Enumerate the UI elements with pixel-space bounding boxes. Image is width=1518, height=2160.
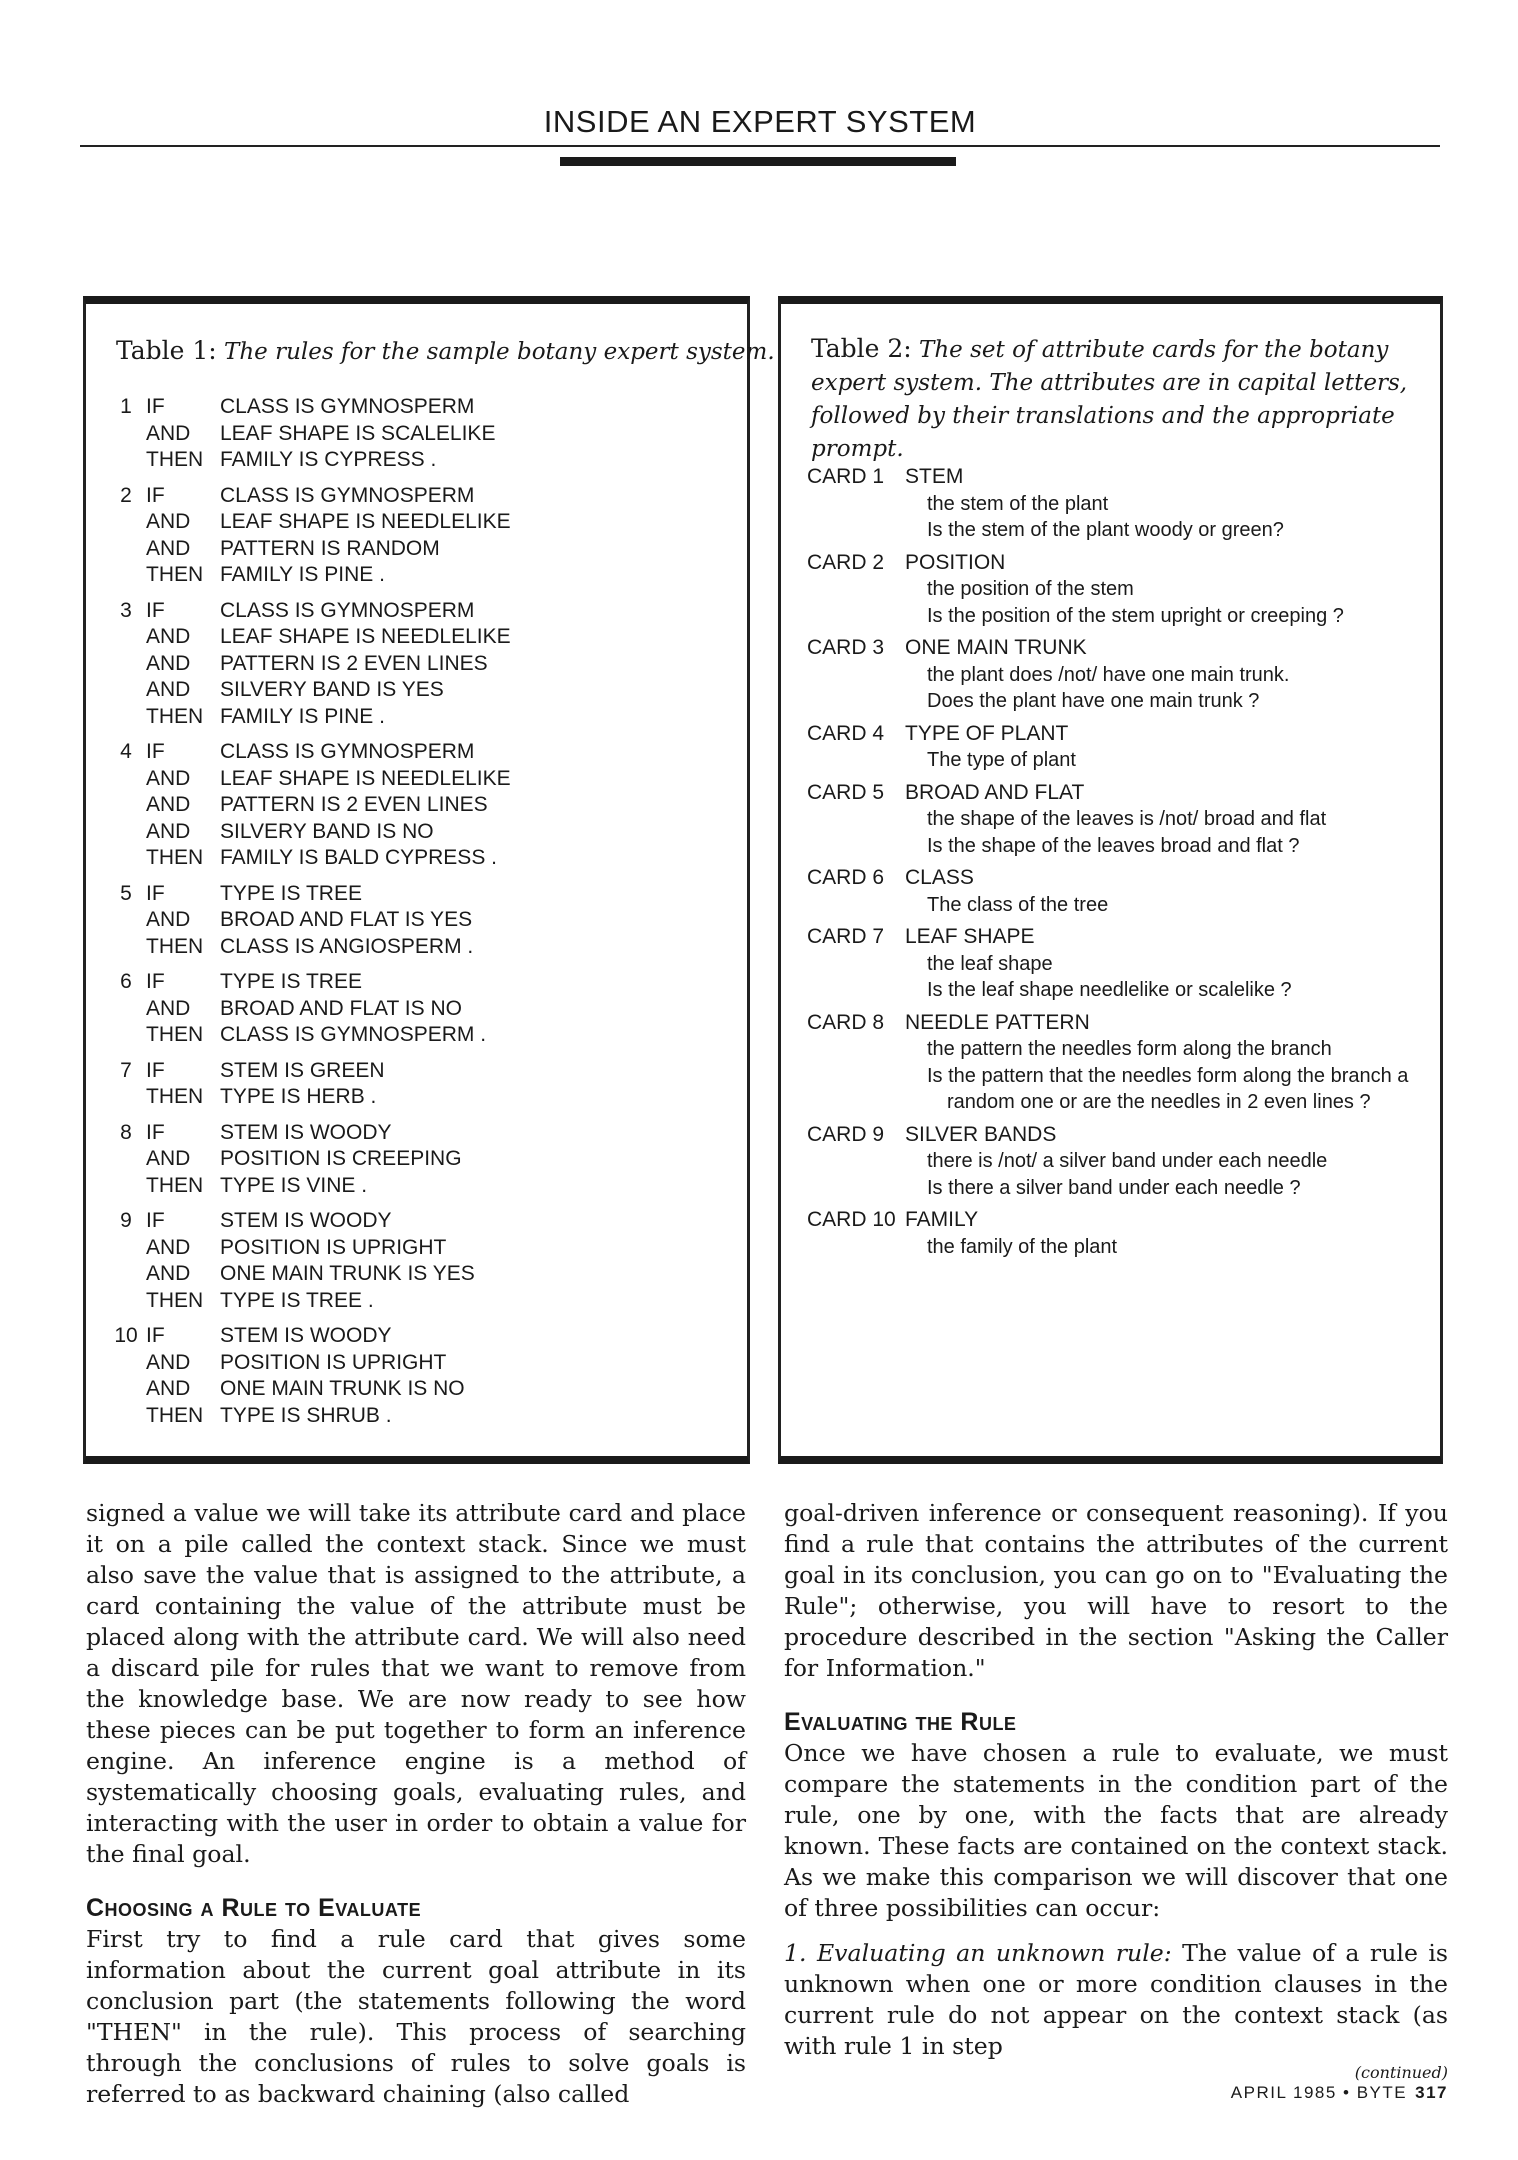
- rule-line: [106, 536, 726, 563]
- rule-keyword: AND: [146, 1147, 191, 1170]
- rule-line: [106, 766, 726, 793]
- rule-line: [106, 394, 726, 421]
- rule-line: [106, 969, 726, 996]
- rule: [106, 598, 726, 731]
- rule-line: [106, 1350, 726, 1377]
- rule-line: [106, 739, 726, 766]
- rule-line: [106, 1208, 726, 1235]
- rule-keyword: THEN: [146, 1288, 204, 1312]
- rule-number: 4: [120, 740, 132, 763]
- card-id: CARD 10: [807, 1208, 896, 1231]
- rule-clause: CLASS IS ANGIOSPERM .: [220, 934, 474, 958]
- rule-line: [106, 447, 726, 474]
- card-head: [807, 780, 1427, 807]
- card-translation: the family of the plant: [927, 1235, 1118, 1258]
- rule: [106, 1120, 726, 1200]
- rule-keyword: IF: [146, 970, 165, 993]
- attribute-card: [807, 924, 1427, 1004]
- card-head: [807, 550, 1427, 577]
- rule-keyword: IF: [146, 1058, 165, 1082]
- rule: [106, 394, 726, 474]
- rule-clause: FAMILY IS BALD CYPRESS .: [220, 846, 497, 869]
- attribute-card: [807, 780, 1427, 860]
- paragraph: signed a value we will take its attribute card and place it on a pile called the context stack. Since we must also save the value that is assigned to the attribute, a card containing the value of the attribute must be placed along with the attribute card. We will also need a discard pile for rules that we want to remove from the knowledge base. We are now ready to see how these pieces can be put together to form an inference engine. An inference engine is a method of systematically choosing goals, evaluating rules, and interacting with the user in order to obtain a value for the final goal.: [86, 1499, 746, 1868]
- rule-line: [106, 1376, 726, 1403]
- rule-keyword: AND: [146, 651, 191, 675]
- rule-clause: STEM IS GREEN: [220, 1058, 385, 1082]
- paragraph: [784, 1938, 1448, 2062]
- rule-keyword: THEN: [146, 1085, 204, 1108]
- rule-clause: LEAF SHAPE IS NEEDLELIKE: [220, 625, 511, 648]
- header-rule: [80, 145, 1440, 147]
- rule-keyword: AND: [146, 1350, 191, 1374]
- attribute-card: [807, 550, 1427, 630]
- rule-keyword: THEN: [146, 1403, 204, 1427]
- section-heading: Evaluating the Rule: [784, 1708, 1017, 1736]
- rule-line: [106, 934, 726, 961]
- rule-clause: SILVERY BAND IS NO: [220, 819, 434, 843]
- rule: [106, 1208, 726, 1314]
- rule-keyword: THEN: [146, 448, 204, 471]
- card-attribute: CLASS: [905, 866, 974, 889]
- rule-clause: CLASS IS GYMNOSPERM .: [220, 1023, 487, 1046]
- section-heading: Choosing a Rule to Evaluate: [86, 1894, 422, 1922]
- attribute-card: [807, 1207, 1427, 1260]
- page-number: 317: [1415, 2083, 1448, 2102]
- rule-keyword: AND: [146, 1262, 191, 1285]
- rule-keyword: IF: [146, 1324, 165, 1347]
- rule-clause: TYPE IS SHRUB .: [220, 1403, 392, 1427]
- rule-number: 5: [120, 881, 132, 905]
- table2-caption-text: The set of attribute cards for the botany expert system. The attributes are in capital letters, followed by their translations and the appropriate prompt.: [811, 337, 1408, 462]
- card-id: CARD 1: [807, 465, 885, 488]
- rule-line: [106, 509, 726, 536]
- rule-line: [106, 1235, 726, 1262]
- card-id: CARD 4: [807, 721, 885, 745]
- rule-line: [106, 1403, 726, 1430]
- card-attribute: SILVER BANDS: [905, 1122, 1057, 1146]
- table1-panel: [83, 296, 775, 1464]
- card-prompt: Is the shape of the leaves broad and flat ?: [927, 834, 1300, 857]
- rule-line: [106, 1323, 726, 1350]
- rule-clause: PATTERN IS 2 EVEN LINES: [220, 793, 488, 816]
- rule-line: [106, 792, 726, 819]
- table1-caption: [116, 334, 775, 369]
- card-translation: the position of the stem: [927, 578, 1134, 600]
- rule-clause: LEAF SHAPE IS NEEDLELIKE: [220, 510, 511, 533]
- rule-line: [106, 677, 726, 704]
- rule-keyword: IF: [146, 881, 165, 905]
- rule-keyword: THEN: [146, 934, 204, 958]
- rule-line: [106, 598, 726, 625]
- page-header: INSIDE AN EXPERT SYSTEM: [543, 104, 977, 139]
- rule-clause: STEM IS WOODY: [220, 1324, 392, 1347]
- rule-number: 3: [120, 598, 132, 622]
- card-translation: there is /not/ a silver band under each needle: [927, 1150, 1328, 1172]
- continued-note: (continued): [1354, 2063, 1448, 2082]
- rule-line: [106, 907, 726, 934]
- rule-line: [106, 624, 726, 651]
- rule-line: [106, 704, 726, 731]
- rule: [106, 969, 726, 1049]
- page-footer: [1231, 2083, 1448, 2103]
- footer-date: APRIL 1985 • BYTE: [1230, 2083, 1408, 2102]
- rule-keyword: THEN: [146, 563, 204, 586]
- rule-number: 2: [120, 483, 132, 507]
- body-column-right: [784, 1498, 1448, 2084]
- rule-clause: PATTERN IS 2 EVEN LINES: [220, 651, 488, 675]
- rule-keyword: AND: [146, 996, 191, 1020]
- rule-clause: TYPE IS TREE .: [220, 1288, 374, 1312]
- card-prompt: Is the pattern that the needles form along the branch a random one or are the needles in 2 even lines ?: [927, 1064, 1409, 1113]
- rule-keyword: IF: [146, 598, 165, 622]
- card-translation: the shape of the leaves is /not/ broad and flat: [927, 808, 1327, 830]
- table2-panel: [778, 296, 1443, 1464]
- header-bar: [560, 157, 956, 166]
- card-prompt: Is the stem of the plant woody or green?: [927, 519, 1284, 541]
- card-prompt: Is there a silver band under each needle ?: [927, 1176, 1301, 1199]
- rule-number: 1: [120, 395, 132, 418]
- rule-clause: LEAF SHAPE IS NEEDLELIKE: [220, 766, 511, 790]
- rule: [106, 1058, 726, 1111]
- rule-line: [106, 996, 726, 1023]
- card-attribute: NEEDLE PATTERN: [905, 1010, 1090, 1034]
- attribute-card: [807, 1122, 1427, 1202]
- rule-keyword: IF: [146, 1120, 165, 1144]
- rule-clause: CLASS IS GYMNOSPERM: [220, 483, 475, 507]
- rule: [106, 483, 726, 589]
- rule-keyword: AND: [146, 793, 191, 816]
- rule-clause: ONE MAIN TRUNK IS NO: [220, 1377, 465, 1400]
- rule-clause: SILVERY BAND IS YES: [220, 678, 444, 701]
- card-translation: The type of plant: [927, 749, 1076, 771]
- card-head: [807, 1207, 1427, 1234]
- rule-clause: PATTERN IS RANDOM: [220, 536, 440, 560]
- card-id: CARD 2: [807, 550, 885, 574]
- rule-line: [106, 483, 726, 510]
- card-prompt: Is the leaf shape needlelike or scalelike ?: [927, 979, 1292, 1001]
- rule-clause: CLASS IS GYMNOSPERM: [220, 740, 475, 763]
- rule-number: 8: [120, 1120, 132, 1144]
- rule-clause: POSITION IS UPRIGHT: [220, 1235, 447, 1259]
- attribute-card: [807, 464, 1427, 544]
- rule-keyword: AND: [146, 766, 191, 790]
- rule-line: [106, 562, 726, 589]
- card-attribute: FAMILY: [905, 1208, 979, 1231]
- card-id: CARD 8: [807, 1010, 885, 1034]
- rule-clause: TYPE IS TREE: [220, 881, 362, 905]
- rule: [106, 881, 726, 961]
- rule-line: [106, 1120, 726, 1147]
- rule-clause: CLASS IS GYMNOSPERM: [220, 598, 475, 622]
- paragraph-text: The value of a rule is unknown when one or more condition clauses in the current rule do not appear on the context stack (as with rule 1 in step: [784, 1939, 1449, 2060]
- rule-line: [106, 1058, 726, 1085]
- card-translation: the plant does /not/ have one main trunk.: [927, 663, 1290, 686]
- rule-clause: TYPE IS VINE .: [220, 1173, 368, 1197]
- table2-caption: [811, 332, 1421, 466]
- card-prompt: Is the position of the stem upright or creeping ?: [927, 604, 1344, 627]
- rule-clause: POSITION IS UPRIGHT: [220, 1350, 447, 1374]
- rule-keyword: THEN: [146, 1023, 204, 1046]
- attribute-card: [807, 865, 1427, 918]
- rule-line: [106, 1022, 726, 1049]
- card-prompt: Does the plant have one main trunk ?: [927, 690, 1260, 712]
- rule-clause: TYPE IS HERB .: [220, 1085, 377, 1108]
- rule-number: 6: [120, 970, 132, 993]
- rule-clause: BROAD AND FLAT IS NO: [220, 996, 462, 1020]
- card-head: [807, 1122, 1427, 1149]
- rule-line: [106, 1146, 726, 1173]
- card-attribute: BROAD AND FLAT: [905, 780, 1085, 804]
- table2-label: Table 2:: [811, 334, 912, 363]
- card-attribute: STEM: [905, 465, 964, 488]
- rule-line: [106, 1173, 726, 1200]
- rule-line: [106, 651, 726, 678]
- card-head: [807, 865, 1427, 892]
- card-attribute: ONE MAIN TRUNK: [905, 636, 1087, 659]
- rule-keyword: THEN: [146, 1173, 204, 1197]
- cards-list: [807, 464, 1427, 1266]
- body-column-left: [86, 1498, 746, 2110]
- rule-number: 10: [114, 1324, 138, 1347]
- rule-keyword: AND: [146, 536, 191, 560]
- card-translation: the pattern the needles form along the branch: [927, 1038, 1332, 1060]
- card-attribute: POSITION: [905, 550, 1006, 574]
- rule-clause: STEM IS WOODY: [220, 1209, 392, 1232]
- card-attribute: TYPE OF PLANT: [905, 721, 1069, 745]
- paragraph: Once we have chosen a rule to evaluate, we must compare the statements in the condition part of the rule, one by one, with the facts that are already known. These facts are contained on the context stack. As we make this comparison we will discover that one of three possibilities can occur:: [784, 1739, 1448, 1922]
- rule-keyword: THEN: [146, 704, 204, 728]
- table1-label: Table 1:: [116, 336, 217, 365]
- rule-clause: CLASS IS GYMNOSPERM: [220, 395, 475, 418]
- rule-clause: BROAD AND FLAT IS YES: [220, 908, 473, 931]
- card-id: CARD 9: [807, 1122, 885, 1146]
- attribute-card: [807, 635, 1427, 715]
- rule-line: [106, 1288, 726, 1315]
- rule-line: [106, 1261, 726, 1288]
- rule: [106, 1323, 726, 1429]
- rule-number: 7: [120, 1058, 132, 1082]
- rule-keyword: IF: [146, 1209, 165, 1232]
- rule-line: [106, 421, 726, 448]
- card-id: CARD 5: [807, 780, 885, 804]
- rule-keyword: IF: [146, 395, 165, 418]
- rule-clause: LEAF SHAPE IS SCALELIKE: [220, 421, 496, 445]
- rule-keyword: AND: [146, 1377, 191, 1400]
- card-head: [807, 924, 1427, 951]
- card-head: [807, 1010, 1427, 1037]
- rule-keyword: AND: [146, 421, 191, 445]
- rule-keyword: AND: [146, 678, 191, 701]
- card-id: CARD 3: [807, 636, 885, 659]
- rule-keyword: AND: [146, 510, 191, 533]
- rules-list: [106, 394, 726, 1438]
- rule-keyword: AND: [146, 625, 191, 648]
- card-id: CARD 7: [807, 925, 885, 948]
- attribute-card: [807, 721, 1427, 774]
- rule-keyword: IF: [146, 483, 165, 507]
- rule-clause: STEM IS WOODY: [220, 1120, 392, 1144]
- attribute-card: [807, 1010, 1427, 1116]
- rule-clause: FAMILY IS PINE .: [220, 563, 385, 586]
- rule-keyword: IF: [146, 740, 165, 763]
- card-translation: The class of the tree: [927, 893, 1109, 916]
- paragraph: First try to find a rule card that gives some information about the current goal attribute in its conclusion part (the statements following the word "THEN" in the rule). This process of searching through the conclusions of rules to solve goals is referred to as backward chaining (also called: [86, 1925, 746, 2108]
- card-attribute: LEAF SHAPE: [905, 925, 1035, 948]
- rule-clause: FAMILY IS CYPRESS .: [220, 448, 437, 471]
- rule-clause: FAMILY IS PINE .: [220, 704, 385, 728]
- card-head: [807, 635, 1427, 662]
- rule-clause: ONE MAIN TRUNK IS YES: [220, 1262, 475, 1285]
- rule-keyword: THEN: [146, 846, 204, 869]
- rule-line: [106, 881, 726, 908]
- rule-keyword: AND: [146, 819, 191, 843]
- card-head: [807, 721, 1427, 748]
- rule-keyword: AND: [146, 908, 191, 931]
- rule-clause: POSITION IS CREEPING: [220, 1147, 462, 1170]
- card-translation: the leaf shape: [927, 952, 1053, 975]
- card-translation: the stem of the plant: [927, 492, 1109, 515]
- rule: [106, 739, 726, 872]
- paragraph: goal-driven inference or consequent reasoning). If you find a rule that contains the attributes of the current goal in its conclusion, you can go on to "Evaluating the Rule"; otherwise, you will have to resort to the procedure described in the section "Asking the Caller for Information.": [784, 1499, 1448, 1682]
- rule-keyword: AND: [146, 1235, 191, 1259]
- table1-caption-text: The rules for the sample botany expert system.: [224, 339, 775, 365]
- rule-line: [106, 819, 726, 846]
- card-id: CARD 6: [807, 866, 885, 889]
- rule-clause: TYPE IS TREE: [220, 970, 362, 993]
- rule-line: [106, 845, 726, 872]
- card-head: [807, 464, 1427, 491]
- rule-number: 9: [120, 1209, 132, 1232]
- rule-line: [106, 1084, 726, 1111]
- paragraph-lead: 1. Evaluating an unknown rule:: [784, 1939, 1172, 1967]
